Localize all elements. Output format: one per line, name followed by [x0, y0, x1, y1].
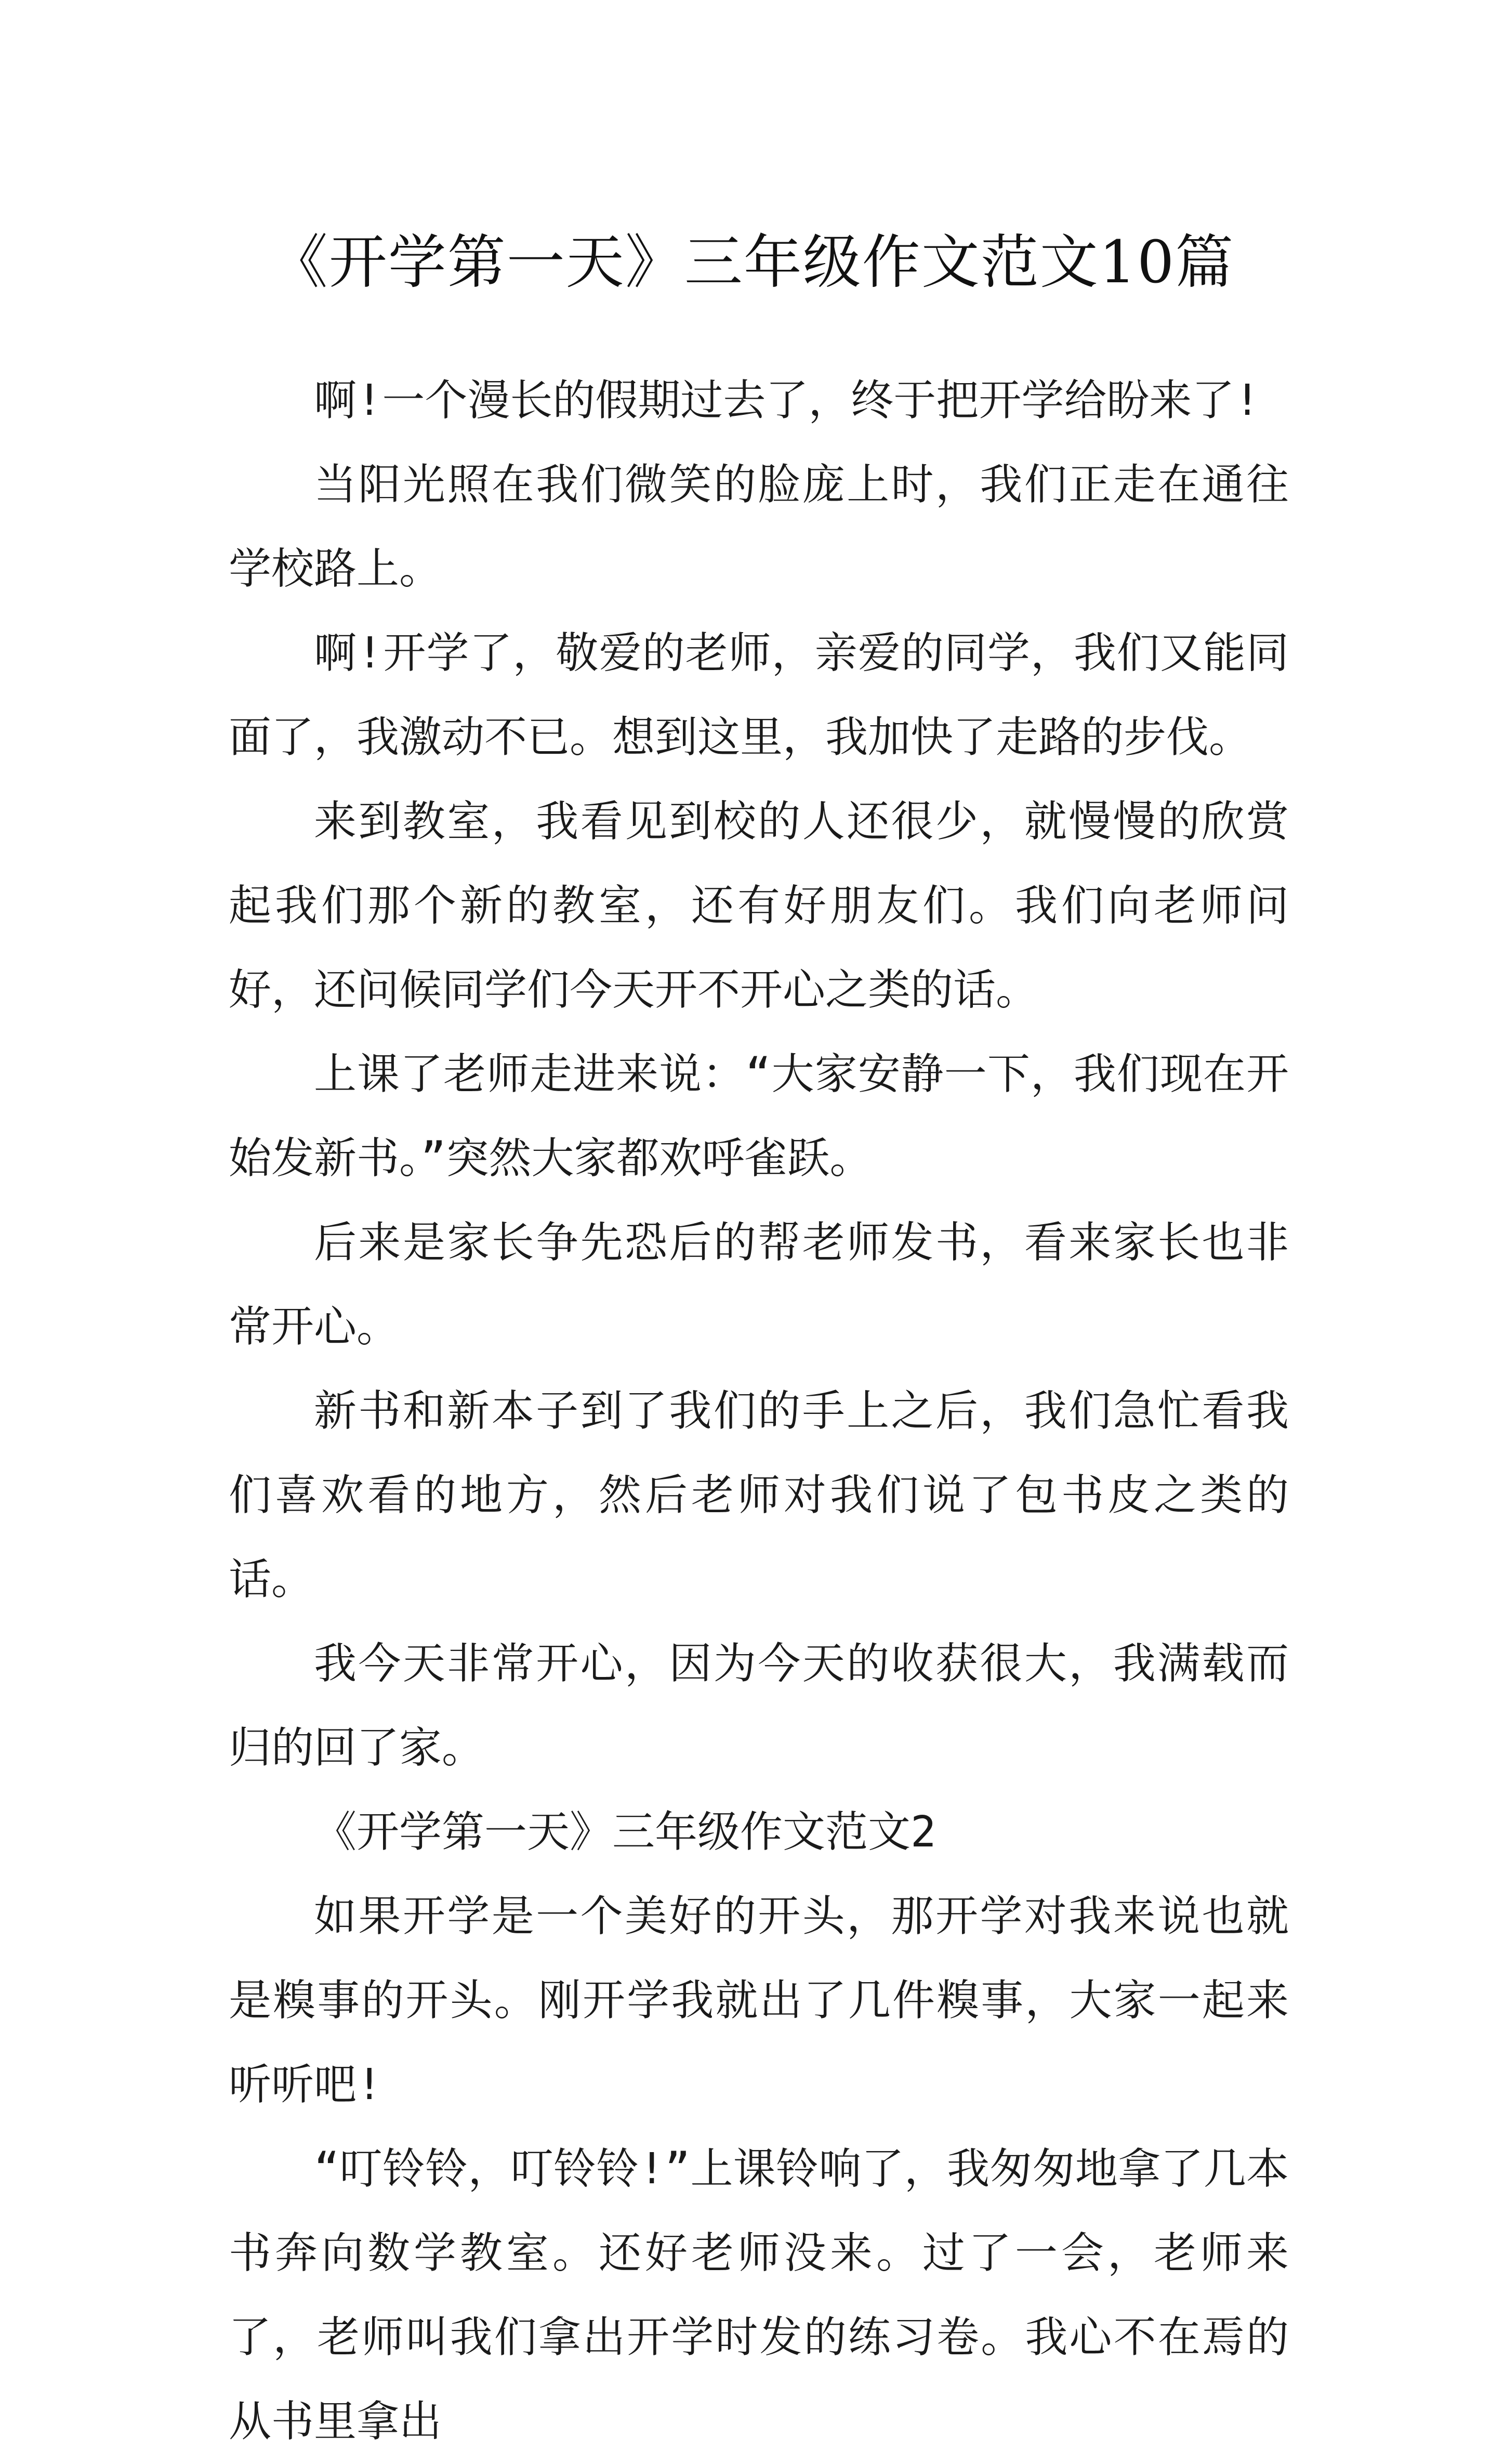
- paragraph: 新书和新本子到了我们的手上之后，我们急忙看我们喜欢看的地方，然后老师对我们说了包书皮之类的话。: [229, 1386, 1289, 1604]
- paragraph: 啊!开学了，敬爱的老师，亲爱的同学，我们又能同面了，我激动不已。想到这里，我加快了走路的步伐。: [229, 628, 1289, 762]
- paragraph: “叮铃铃，叮铃铃!”上课铃响了，我匆匆地拿了几本书奔向数学教室。还好老师没来。过了一会，老师来了，老师叫我们拿出开学时发的练习卷。我心不在焉的从书里拿出: [229, 2144, 1289, 2446]
- document-title: 《开学第一天》三年级作文范文10篇: [269, 229, 1235, 297]
- paragraph: 我今天非常开心，因为今天的收获很大，我满载而归的回了家。: [229, 1639, 1289, 1773]
- section-heading: 《开学第一天》三年级作文范文2: [314, 1807, 936, 1857]
- document-body: [229, 359, 1289, 2464]
- paragraph: 来到教室，我看见到校的人还很少，就慢慢的欣赏起我们那个新的教室，还有好朋友们。我们向老师问好，还问候同学们今天开不开心之类的话。: [229, 797, 1289, 1015]
- paragraph: 当阳光照在我们微笑的脸庞上时，我们正走在通往学校路上。: [229, 460, 1289, 594]
- paragraph: 上课了老师走进来说：“大家安静一下，我们现在开始发新书。”突然大家都欢呼雀跃。: [229, 1050, 1289, 1183]
- paragraph: 啊!一个漫长的假期过去了，终于把开学给盼来了!: [314, 376, 1260, 425]
- paragraph: 如果开学是一个美好的开头，那开学对我来说也就是糗事的开头。刚开学我就出了几件糗事，大家一起来听听吧!: [229, 1892, 1289, 2109]
- paragraph: 后来是家长争先恐后的帮老师发书，看来家长也非常开心。: [229, 1218, 1289, 1352]
